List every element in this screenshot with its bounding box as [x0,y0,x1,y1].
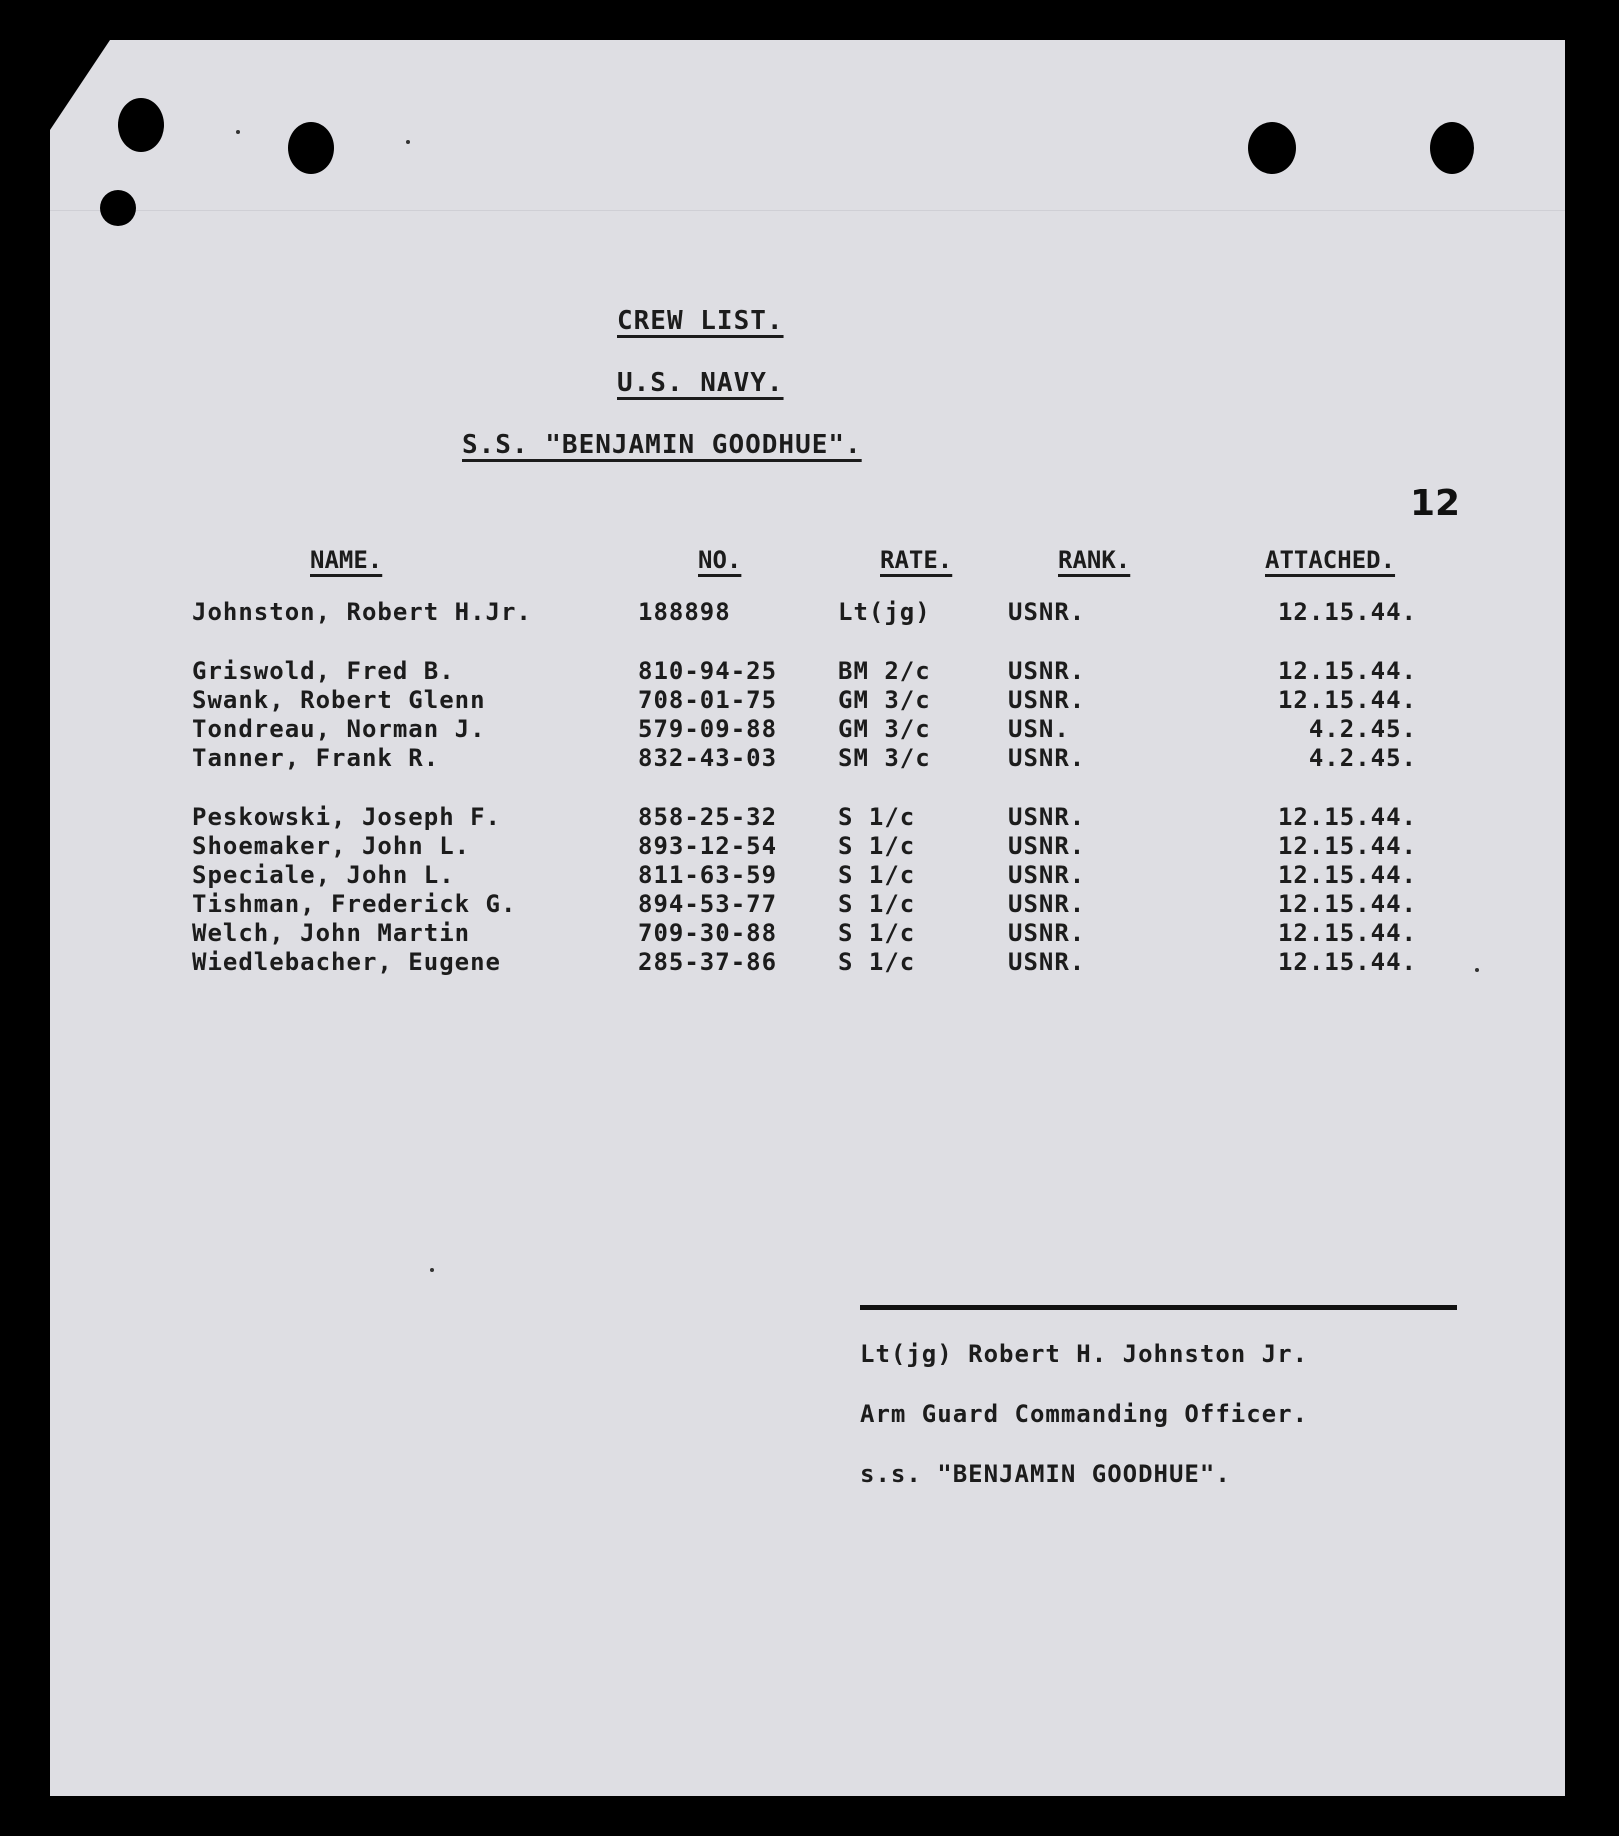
cell-rate: GM 3/c [838,686,931,714]
cell-rate: S 1/c [838,890,916,918]
cell-name: Tondreau, Norman J. [192,715,486,743]
cell-rate: S 1/c [838,948,916,976]
table-row [50,919,1565,949]
punch-hole-icon [1430,122,1474,174]
cell-rate: SM 3/c [838,744,931,772]
cell-attached: 12.15.44. [1277,686,1417,714]
cell-attached: 4.2.45. [1308,715,1417,743]
paper-speck [406,140,410,144]
cell-name: Griswold, Fred B. [192,657,455,685]
cell-rank: USN. [1008,715,1070,743]
column-header-attached: ATTACHED. [1265,546,1396,574]
signature-vessel: s.s. "BENJAMIN GOODHUE". [860,1460,1231,1488]
cell-rate: GM 3/c [838,715,931,743]
cell-attached: 12.15.44. [1277,803,1417,831]
cell-name: Wiedlebacher, Eugene [192,948,501,976]
cell-no: 188898 [638,598,731,626]
cell-name: Peskowski, Joseph F. [192,803,501,831]
cell-name: Swank, Robert Glenn [192,686,486,714]
cell-rank: USNR. [1008,686,1086,714]
table-row [50,890,1565,920]
cell-rank: USNR. [1008,657,1086,685]
cell-name: Tishman, Frederick G. [192,890,517,918]
cell-rank: USNR. [1008,948,1086,976]
cell-attached: 12.15.44. [1277,919,1417,947]
cell-no: 810-94-25 [638,657,778,685]
cell-rate: Lt(jg) [838,598,931,626]
punch-hole-icon [118,98,164,152]
cell-no: 708-01-75 [638,686,778,714]
cell-name: Shoemaker, John L. [192,832,471,860]
cell-rank: USNR. [1008,861,1086,889]
cell-no: 893-12-54 [638,832,778,860]
cell-rank: USNR. [1008,832,1086,860]
cell-name: Tanner, Frank R. [192,744,440,772]
cell-rank: USNR. [1008,890,1086,918]
cell-no: 858-25-32 [638,803,778,831]
column-header-no: NO. [698,546,742,574]
table-row [50,861,1565,891]
table-row [50,686,1565,716]
cell-attached: 12.15.44. [1277,598,1417,626]
cell-rate: S 1/c [838,832,916,860]
cell-rate: BM 2/c [838,657,931,685]
cell-rate: S 1/c [838,803,916,831]
cell-rate: S 1/c [838,861,916,889]
page-number: 12 [1410,483,1461,524]
cell-no: 811-63-59 [638,861,778,889]
branch-heading: U.S. NAVY. [617,368,784,398]
cell-name: Johnston, Robert H.Jr. [192,598,532,626]
column-header-rank: RANK. [1058,546,1131,574]
column-header-rate: RATE. [880,546,953,574]
vessel-heading: S.S. "BENJAMIN GOODHUE". [462,430,862,460]
cell-no: 894-53-77 [638,890,778,918]
table-row [50,715,1565,745]
table-row [50,832,1565,862]
cell-attached: 4.2.45. [1308,744,1417,772]
cell-name: Speciale, John L. [192,861,455,889]
signature-officer-name: Lt(jg) Robert H. Johnston Jr. [860,1340,1309,1368]
cell-attached: 12.15.44. [1277,890,1417,918]
cell-rank: USNR. [1008,744,1086,772]
cell-name: Welch, John Martin [192,919,471,947]
signature-line [860,1305,1457,1310]
cell-no: 832-43-03 [638,744,778,772]
cell-attached: 12.15.44. [1277,832,1417,860]
cell-attached: 12.15.44. [1277,948,1417,976]
cell-attached: 12.15.44. [1277,861,1417,889]
document-page [50,40,1565,1796]
punch-hole-icon [1248,122,1296,174]
punch-hole-icon [100,190,136,226]
document-title: CREW LIST. [617,306,784,336]
punch-hole-icon [288,122,334,174]
cell-rank: USNR. [1008,598,1086,626]
cell-rank: USNR. [1008,919,1086,947]
paper-speck [236,130,240,134]
cell-rate: S 1/c [838,919,916,947]
cell-no: 709-30-88 [638,919,778,947]
column-header-name: NAME. [310,546,383,574]
table-row [50,744,1565,774]
signature-officer-title: Arm Guard Commanding Officer. [860,1400,1309,1428]
fold-crease [50,210,1565,211]
cell-attached: 12.15.44. [1277,657,1417,685]
table-row [50,657,1565,687]
cell-no: 285-37-86 [638,948,778,976]
table-row [50,803,1565,833]
cell-rank: USNR. [1008,803,1086,831]
table-row [50,598,1565,628]
cell-no: 579-09-88 [638,715,778,743]
folded-corner [50,40,110,130]
paper-speck [430,1268,434,1272]
table-row [50,948,1565,978]
